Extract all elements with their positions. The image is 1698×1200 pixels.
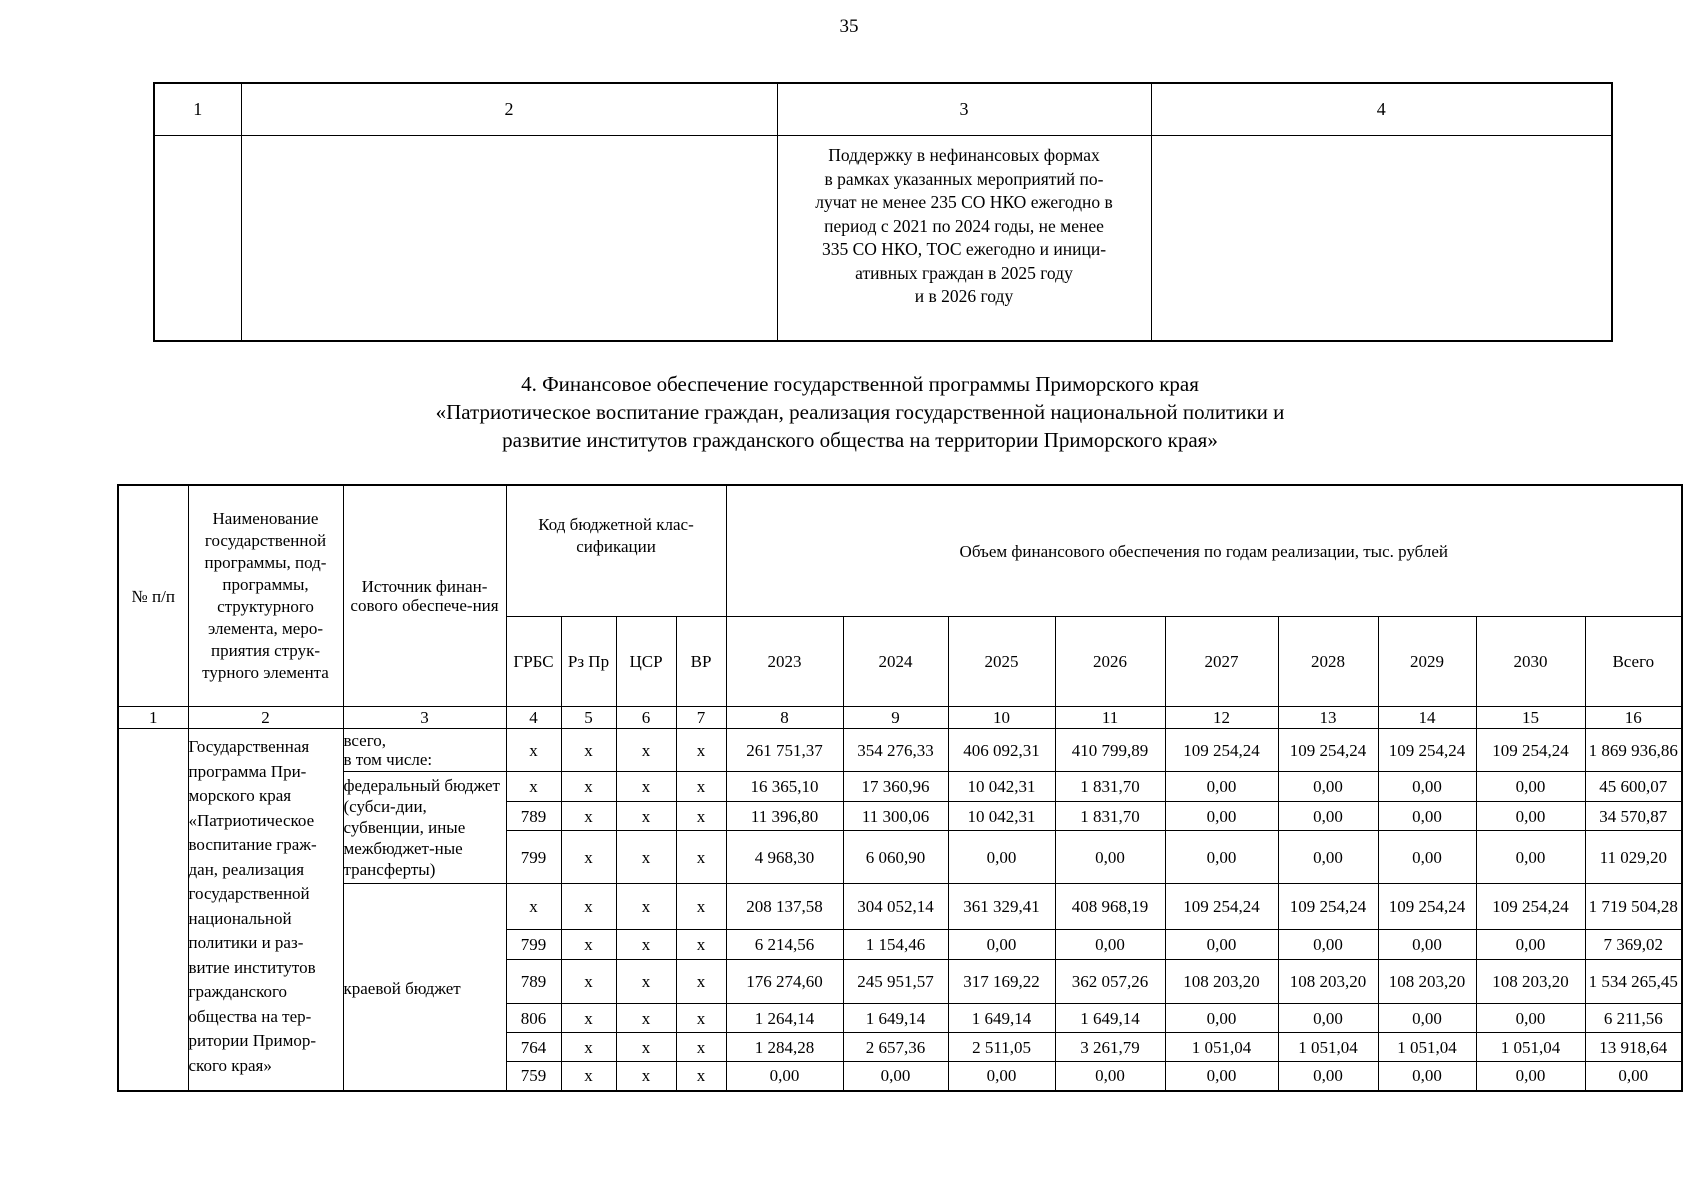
code-vr: x [676, 1004, 726, 1033]
year-value-cell: 1 051,04 [1476, 1033, 1585, 1062]
code-csr: x [616, 884, 676, 930]
column-number: 1 [118, 707, 188, 729]
code-vr: x [676, 930, 726, 960]
total-value-cell: 7 369,02 [1585, 930, 1682, 960]
table-cell [1151, 136, 1612, 342]
year-value-cell: 2 657,36 [843, 1033, 948, 1062]
header-row [118, 485, 1682, 617]
year-value-cell: 354 276,33 [843, 729, 948, 772]
year-value-cell: 0,00 [1165, 930, 1278, 960]
year-value-cell: 1 649,14 [948, 1004, 1055, 1033]
year-value-cell: 0,00 [1278, 1004, 1378, 1033]
year-value-cell: 109 254,24 [1378, 884, 1476, 930]
code-csr: x [616, 1062, 676, 1091]
header-year: 2024 [843, 617, 948, 707]
measure-result-text: Поддержку в нефинансовых формах в рамках указанных мероприятий по- лучат не менее 235 СО НКО ежегодно в период с 2021 по 2024 годы, не менее 335 СО НКО, ТОС ежегодно и иници- ативных граждан в 2025 году и в 2026 году [815, 145, 1113, 306]
year-value-cell: 1 264,14 [726, 1004, 843, 1033]
code-vr: x [676, 1033, 726, 1062]
column-numbers-row [118, 707, 1682, 729]
column-number: 2 [241, 83, 777, 136]
column-number: 5 [561, 707, 616, 729]
year-value-cell: 0,00 [1165, 772, 1278, 802]
code-rzpr: x [561, 831, 616, 884]
year-value-cell: 1 284,28 [726, 1033, 843, 1062]
page-number: 35 [839, 16, 859, 37]
column-number: 7 [676, 707, 726, 729]
year-value-cell: 1 051,04 [1378, 1033, 1476, 1062]
code-grbs: 799 [506, 831, 561, 884]
year-value-cell: 108 203,20 [1476, 960, 1585, 1004]
year-value-cell: 0,00 [1055, 930, 1165, 960]
year-value-cell: 2 511,05 [948, 1033, 1055, 1062]
year-value-cell: 6 060,90 [843, 831, 948, 884]
code-vr: x [676, 802, 726, 831]
code-csr: x [616, 960, 676, 1004]
year-value-cell: 1 051,04 [1278, 1033, 1378, 1062]
year-value-cell: 317 169,22 [948, 960, 1055, 1004]
code-rzpr: x [561, 729, 616, 772]
code-grbs: 764 [506, 1033, 561, 1062]
year-value-cell: 261 751,37 [726, 729, 843, 772]
year-value-cell: 4 968,30 [726, 831, 843, 884]
year-value-cell: 1 154,46 [843, 930, 948, 960]
year-value-cell: 108 203,20 [1278, 960, 1378, 1004]
measures-continuation-table [153, 82, 1613, 342]
column-number: 4 [1151, 83, 1612, 136]
column-number: 11 [1055, 707, 1165, 729]
column-number: 16 [1585, 707, 1682, 729]
year-value-cell: 0,00 [1378, 1004, 1476, 1033]
year-value-cell: 10 042,31 [948, 772, 1055, 802]
code-rzpr: x [561, 930, 616, 960]
year-value-cell: 0,00 [726, 1062, 843, 1091]
year-value-cell: 109 254,24 [1165, 729, 1278, 772]
header-code-group: Код бюджетной клас-сификации [506, 485, 726, 617]
year-value-cell: 0,00 [1165, 831, 1278, 884]
financial-support-table [117, 484, 1683, 1092]
year-value-cell: 0,00 [1378, 772, 1476, 802]
table-row [154, 136, 1612, 342]
header-year: 2023 [726, 617, 843, 707]
code-csr: x [616, 1033, 676, 1062]
section-title: 4. Финансовое обеспечение государственной программы Приморского края «Патриотическое воспитание граждан, реализация государственной национальной политики и развитие институтов гражданского общества на территории Приморского края» [435, 372, 1285, 452]
year-value-cell: 0,00 [1278, 930, 1378, 960]
total-value-cell: 11 029,20 [1585, 831, 1682, 884]
code-grbs: 799 [506, 930, 561, 960]
year-value-cell: 0,00 [1055, 1062, 1165, 1091]
code-grbs: x [506, 729, 561, 772]
header-year: 2025 [948, 617, 1055, 707]
year-value-cell: 1 831,70 [1055, 772, 1165, 802]
year-value-cell: 109 254,24 [1278, 884, 1378, 930]
column-number: 9 [843, 707, 948, 729]
code-grbs: 789 [506, 802, 561, 831]
code-rzpr: x [561, 960, 616, 1004]
year-value-cell: 304 052,14 [843, 884, 948, 930]
total-value-cell: 6 211,56 [1585, 1004, 1682, 1033]
year-value-cell: 362 057,26 [1055, 960, 1165, 1004]
year-value-cell: 0,00 [1278, 772, 1378, 802]
year-value-cell: 0,00 [1476, 772, 1585, 802]
code-vr: x [676, 960, 726, 1004]
year-value-cell: 109 254,24 [1476, 729, 1585, 772]
header-volume-group: Объем финансового обеспечения по годам реализации, тыс. рублей [726, 485, 1682, 617]
year-value-cell: 0,00 [1476, 1004, 1585, 1033]
code-grbs: 759 [506, 1062, 561, 1091]
code-csr: x [616, 772, 676, 802]
column-number: 4 [506, 707, 561, 729]
code-rzpr: x [561, 772, 616, 802]
year-value-cell: 0,00 [1055, 831, 1165, 884]
code-grbs: 806 [506, 1004, 561, 1033]
code-rzpr: x [561, 884, 616, 930]
year-value-cell: 208 137,58 [726, 884, 843, 930]
year-value-cell: 16 365,10 [726, 772, 843, 802]
column-number: 2 [188, 707, 343, 729]
column-number: 15 [1476, 707, 1585, 729]
header-rzpr: Рз Пр [561, 617, 616, 707]
total-value-cell: 13 918,64 [1585, 1033, 1682, 1062]
code-csr: x [616, 831, 676, 884]
program-name: Государственная программа При-морского края «Патриотическое воспитание граж-дан, реализация государственной национальной политики и раз-витие институтов гражданского общества на тер-ритории Примор-ского края» [188, 737, 317, 1075]
header-year: 2028 [1278, 617, 1378, 707]
code-grbs: x [506, 772, 561, 802]
year-value-cell: 0,00 [1378, 802, 1476, 831]
year-value-cell: 408 968,19 [1055, 884, 1165, 930]
header-num: № п/п [118, 485, 188, 707]
code-vr: x [676, 884, 726, 930]
year-value-cell: 0,00 [843, 1062, 948, 1091]
year-value-cell: 6 214,56 [726, 930, 843, 960]
table-row [118, 884, 1682, 930]
year-value-cell: 0,00 [1476, 831, 1585, 884]
source-regional: краевой бюджет [343, 884, 506, 1091]
year-value-cell: 0,00 [1278, 802, 1378, 831]
year-value-cell: 1 649,14 [1055, 1004, 1165, 1033]
code-vr: x [676, 729, 726, 772]
total-value-cell: 1 534 265,45 [1585, 960, 1682, 1004]
year-value-cell: 109 254,24 [1278, 729, 1378, 772]
total-value-cell: 34 570,87 [1585, 802, 1682, 831]
year-value-cell: 0,00 [948, 930, 1055, 960]
code-grbs: x [506, 884, 561, 930]
code-csr: x [616, 729, 676, 772]
code-rzpr: x [561, 802, 616, 831]
column-number: 6 [616, 707, 676, 729]
header-grbs: ГРБС [506, 617, 561, 707]
table-row [118, 729, 1682, 772]
total-value-cell: 45 600,07 [1585, 772, 1682, 802]
code-vr: x [676, 831, 726, 884]
code-rzpr: x [561, 1004, 616, 1033]
year-value-cell: 176 274,60 [726, 960, 843, 1004]
year-value-cell: 0,00 [1165, 802, 1278, 831]
year-value-cell: 109 254,24 [1476, 884, 1585, 930]
header-csr: ЦСР [616, 617, 676, 707]
year-value-cell: 11 396,80 [726, 802, 843, 831]
year-value-cell: 1 831,70 [1055, 802, 1165, 831]
total-value-cell: 0,00 [1585, 1062, 1682, 1091]
table-header-row [154, 83, 1612, 136]
header-year: 2026 [1055, 617, 1165, 707]
column-number: 3 [777, 83, 1151, 136]
year-value-cell: 0,00 [1165, 1062, 1278, 1091]
year-value-cell: 109 254,24 [1378, 729, 1476, 772]
column-number: 3 [343, 707, 506, 729]
table-cell [154, 136, 241, 342]
code-csr: x [616, 930, 676, 960]
year-value-cell: 11 300,06 [843, 802, 948, 831]
source-federal: федеральный бюджет (субси-дии, субвенции, иные межбюджет-ные трансферты) [343, 772, 506, 884]
year-value-cell: 109 254,24 [1165, 884, 1278, 930]
year-value-cell: 0,00 [1476, 802, 1585, 831]
year-value-cell: 0,00 [1476, 930, 1585, 960]
column-number: 13 [1278, 707, 1378, 729]
header-total: Всего [1585, 617, 1682, 707]
year-value-cell: 10 042,31 [948, 802, 1055, 831]
column-number: 8 [726, 707, 843, 729]
code-vr: x [676, 1062, 726, 1091]
column-number: 10 [948, 707, 1055, 729]
program-name-cell [188, 729, 343, 1091]
header-vr: ВР [676, 617, 726, 707]
year-value-cell: 0,00 [1378, 1062, 1476, 1091]
code-grbs: 789 [506, 960, 561, 1004]
code-rzpr: x [561, 1033, 616, 1062]
code-csr: x [616, 1004, 676, 1033]
total-value-cell: 1 719 504,28 [1585, 884, 1682, 930]
year-value-cell: 0,00 [1378, 930, 1476, 960]
year-value-cell: 3 261,79 [1055, 1033, 1165, 1062]
total-value-cell: 1 869 936,86 [1585, 729, 1682, 772]
column-number: 1 [154, 83, 241, 136]
year-value-cell: 0,00 [1278, 1062, 1378, 1091]
year-value-cell: 0,00 [1278, 831, 1378, 884]
header-year: 2030 [1476, 617, 1585, 707]
code-vr: x [676, 772, 726, 802]
row-number-cell [118, 729, 188, 1091]
year-value-cell: 0,00 [948, 1062, 1055, 1091]
table-cell [777, 136, 1151, 342]
year-value-cell: 410 799,89 [1055, 729, 1165, 772]
year-value-cell: 245 951,57 [843, 960, 948, 1004]
year-value-cell: 108 203,20 [1378, 960, 1476, 1004]
code-rzpr: x [561, 1062, 616, 1091]
header-year: 2029 [1378, 617, 1476, 707]
year-value-cell: 1 051,04 [1165, 1033, 1278, 1062]
year-value-cell: 0,00 [948, 831, 1055, 884]
source-total: всего, в том числе: [343, 729, 506, 772]
year-value-cell: 0,00 [1378, 831, 1476, 884]
column-number: 14 [1378, 707, 1476, 729]
year-value-cell: 361 329,41 [948, 884, 1055, 930]
header-year: 2027 [1165, 617, 1278, 707]
header-name: Наименование государственной программы, под-программы, структурного элемента, меро-приятия струк-турного элемента [188, 485, 343, 707]
year-value-cell: 108 203,20 [1165, 960, 1278, 1004]
code-csr: x [616, 802, 676, 831]
year-value-cell: 0,00 [1165, 1004, 1278, 1033]
year-value-cell: 17 360,96 [843, 772, 948, 802]
year-value-cell: 0,00 [1476, 1062, 1585, 1091]
header-source: Источник финан-сового обеспече-ния [343, 485, 506, 707]
year-value-cell: 406 092,31 [948, 729, 1055, 772]
table-row [118, 772, 1682, 802]
column-number: 12 [1165, 707, 1278, 729]
year-value-cell: 1 649,14 [843, 1004, 948, 1033]
table-cell [241, 136, 777, 342]
